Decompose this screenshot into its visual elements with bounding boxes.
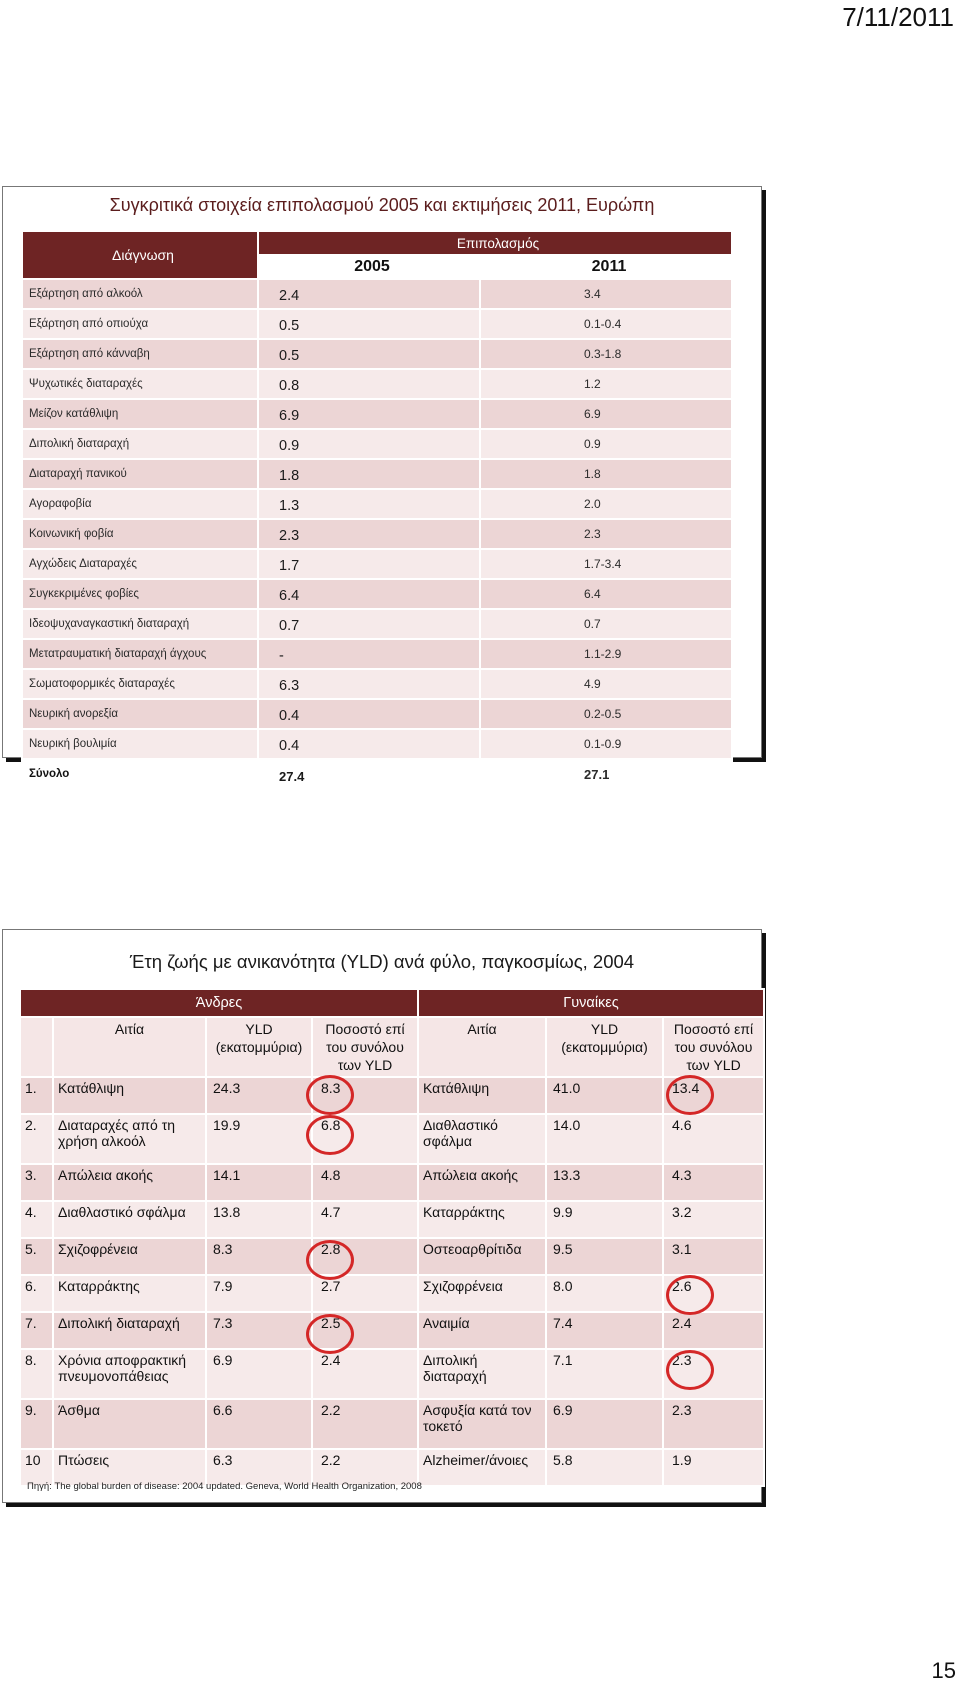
pct-women: 2.4 [663, 1312, 764, 1349]
diagnosis-label: Νευρική ανορεξία [22, 699, 258, 729]
cause-women: Οστεοαρθρίτιδα [418, 1238, 546, 1275]
value-2005: 1.7 [258, 549, 480, 579]
pct-men: 2.2 [312, 1449, 418, 1486]
diagnosis-label: Συγκεκριμένες φοβίες [22, 579, 258, 609]
pct-women: 2.3 [663, 1399, 764, 1449]
cause-women: Απώλεια ακοής [418, 1164, 546, 1201]
rank: 1. [20, 1077, 53, 1114]
value-2011: 6.4 [480, 579, 732, 609]
table-row [22, 279, 732, 309]
pct-men: 8.3 [312, 1077, 418, 1114]
yld-men: 8.3 [206, 1238, 312, 1275]
value-2005: 0.9 [258, 429, 480, 459]
yld-women: 41.0 [546, 1077, 663, 1114]
yld-women: 7.1 [546, 1349, 663, 1399]
pct-men: 2.2 [312, 1399, 418, 1449]
pct-women: 2.6 [663, 1275, 764, 1312]
yld-men: 6.3 [206, 1449, 312, 1486]
value-2005: 0.5 [258, 309, 480, 339]
value-2011: 1.1-2.9 [480, 639, 732, 669]
pct-women: 1.9 [663, 1449, 764, 1486]
cause-women: Διαθλαστικό σφάλμα [418, 1114, 546, 1164]
table-row [20, 1349, 764, 1399]
value-2005: 0.7 [258, 609, 480, 639]
cause-women: Καταρράκτης [418, 1201, 546, 1238]
diagnosis-label: Μείζον κατάθλιψη [22, 399, 258, 429]
cause-women: Διπολική διαταραχή [418, 1349, 546, 1399]
table-row [22, 669, 732, 699]
value-2011: 4.9 [480, 669, 732, 699]
rank: 10 [20, 1449, 53, 1486]
pct-women: 2.3 [663, 1349, 764, 1399]
value-2011: 0.3-1.8 [480, 339, 732, 369]
yld-women: 7.4 [546, 1312, 663, 1349]
diagnosis-label: Ιδεοψυχαναγκαστική διαταραχή [22, 609, 258, 639]
value-2005: - [258, 639, 480, 669]
yld-women: 5.8 [546, 1449, 663, 1486]
pct-men: 4.7 [312, 1201, 418, 1238]
pct-men: 4.8 [312, 1164, 418, 1201]
value-2005: 6.9 [258, 399, 480, 429]
rank: 9. [20, 1399, 53, 1449]
diagnosis-label: Νευρική βουλιμία [22, 729, 258, 759]
value-2005: 0.5 [258, 339, 480, 369]
table-row [22, 309, 732, 339]
column-header-yld-men: YLD (εκατομμύρια) [206, 1017, 312, 1077]
pct-men: 6.8 [312, 1114, 418, 1164]
value-2011: 0.9 [480, 429, 732, 459]
cause-men: Καταρράκτης [53, 1275, 206, 1312]
value-2011: 3.4 [480, 279, 732, 309]
rank: 2. [20, 1114, 53, 1164]
table-row [22, 519, 732, 549]
rank: 8. [20, 1349, 53, 1399]
value-2005: 0.4 [258, 729, 480, 759]
cause-women: Ασφυξία κατά τον τοκετό [418, 1399, 546, 1449]
yld-men: 6.6 [206, 1399, 312, 1449]
value-2011: 2.3 [480, 519, 732, 549]
value-2011: 6.9 [480, 399, 732, 429]
table-row [22, 699, 732, 729]
rank: 3. [20, 1164, 53, 1201]
table-row [22, 459, 732, 489]
total-2005: 27.4 [258, 759, 480, 789]
cause-women: Αναιμία [418, 1312, 546, 1349]
cause-women: Σχιζοφρένεια [418, 1275, 546, 1312]
table-row [20, 1077, 764, 1114]
yld-women: 6.9 [546, 1399, 663, 1449]
column-header-prevalence: Επιπολασμός [258, 231, 732, 255]
diagnosis-label: Αγοραφοβία [22, 489, 258, 519]
total-label: Σύνολο [22, 759, 258, 789]
yld-men: 7.9 [206, 1275, 312, 1312]
slide-prevalence [2, 186, 762, 784]
pct-men: 2.8 [312, 1238, 418, 1275]
value-2011: 1.7-3.4 [480, 549, 732, 579]
pct-women: 4.6 [663, 1114, 764, 1164]
group-header-men: Άνδρες [20, 989, 418, 1017]
yld-men: 14.1 [206, 1164, 312, 1201]
value-2005: 0.8 [258, 369, 480, 399]
header-date: 7/11/2011 [842, 2, 954, 32]
rank: 5. [20, 1238, 53, 1275]
value-2005: 6.3 [258, 669, 480, 699]
diagnosis-label: Διπολική διαταραχή [22, 429, 258, 459]
cause-men: Πτώσεις [53, 1449, 206, 1486]
column-header-cause-women: Αιτία [418, 1017, 546, 1077]
table-row [20, 1399, 764, 1449]
column-header-cause-men: Αιτία [53, 1017, 206, 1077]
table-row [20, 1201, 764, 1238]
cause-men: Κατάθλιψη [53, 1077, 206, 1114]
table-row [20, 1114, 764, 1164]
pct-men: 2.7 [312, 1275, 418, 1312]
value-2005: 6.4 [258, 579, 480, 609]
table-row [20, 1164, 764, 1201]
table-row [20, 1275, 764, 1312]
value-2011: 2.0 [480, 489, 732, 519]
yld-men: 13.8 [206, 1201, 312, 1238]
table-row [22, 339, 732, 369]
column-header-pct-men: Ποσοστό επί του συνόλου των YLD [312, 1017, 418, 1077]
table-row [22, 639, 732, 669]
cause-men: Χρόνια αποφρακτική πνευμονοπάθειας [53, 1349, 206, 1399]
value-2005: 2.4 [258, 279, 480, 309]
pct-women: 4.3 [663, 1164, 764, 1201]
yld-women: 9.9 [546, 1201, 663, 1238]
table-row [20, 1238, 764, 1275]
cause-men: Διπολική διαταραχή [53, 1312, 206, 1349]
total-row [22, 759, 732, 789]
yld-women: 9.5 [546, 1238, 663, 1275]
slide-title: Συγκριτικά στοιχεία επιπολασμού 2005 και εκτιμήσεις 2011, Ευρώπη [109, 195, 655, 215]
diagnosis-label: Κοινωνική φοβία [22, 519, 258, 549]
value-2011: 0.1-0.9 [480, 729, 732, 759]
column-header-2005: 2005 [258, 255, 480, 279]
rank: 6. [20, 1275, 53, 1312]
cause-men: Διαταραχές από τη χρήση αλκοόλ [53, 1114, 206, 1164]
slide-title: Έτη ζωής με ανικανότητα (YLD) ανά φύλο, παγκοσμίως, 2004 [129, 951, 635, 972]
group-header-women: Γυναίκες [418, 989, 764, 1017]
cause-men: Απώλεια ακοής [53, 1164, 206, 1201]
table-row [22, 549, 732, 579]
yld-women: 8.0 [546, 1275, 663, 1312]
pct-women: 3.2 [663, 1201, 764, 1238]
value-2005: 2.3 [258, 519, 480, 549]
rank: 7. [20, 1312, 53, 1349]
diagnosis-label: Εξάρτηση από κάνναβη [22, 339, 258, 369]
cause-men: Διαθλαστικό σφάλμα [53, 1201, 206, 1238]
table-row [22, 489, 732, 519]
yld-men: 19.9 [206, 1114, 312, 1164]
cause-women: Alzheimer/άνοιες [418, 1449, 546, 1486]
cause-women: Κατάθλιψη [418, 1077, 546, 1114]
source-note: Πηγή: The global burden of disease: 2004 updated. Geneva, World Health Organization, 2008 [27, 1481, 422, 1492]
column-header-pct-women: Ποσοστό επί του συνόλου των YLD [663, 1017, 764, 1077]
cause-men: Άσθμα [53, 1399, 206, 1449]
rank: 4. [20, 1201, 53, 1238]
yld-women: 13.3 [546, 1164, 663, 1201]
value-2011: 0.2-0.5 [480, 699, 732, 729]
yld-table [19, 988, 765, 1487]
yld-men: 6.9 [206, 1349, 312, 1399]
page-number: 15 [931, 1658, 956, 1683]
table-row [22, 729, 732, 759]
table-row [20, 1312, 764, 1349]
pct-women: 13.4 [663, 1077, 764, 1114]
pct-women: 3.1 [663, 1238, 764, 1275]
total-2011: 27.1 [480, 759, 732, 789]
column-header-yld-women: YLD (εκατομμύρια) [546, 1017, 663, 1077]
diagnosis-label: Μετατραυματική διαταραχή άγχους [22, 639, 258, 669]
value-2005: 1.3 [258, 489, 480, 519]
diagnosis-label: Εξάρτηση από αλκοόλ [22, 279, 258, 309]
diagnosis-label: Διαταραχή πανικού [22, 459, 258, 489]
prevalence-table [21, 230, 733, 790]
cause-men: Σχιζοφρένεια [53, 1238, 206, 1275]
table-row [22, 429, 732, 459]
column-header-2011: 2011 [480, 255, 732, 279]
pct-men: 2.4 [312, 1349, 418, 1399]
table-row [22, 579, 732, 609]
value-2005: 1.8 [258, 459, 480, 489]
value-2011: 0.7 [480, 609, 732, 639]
column-header-diagnosis: Διάγνωση [22, 231, 258, 279]
diagnosis-label: Ψυχωτικές διαταραχές [22, 369, 258, 399]
table-row [22, 609, 732, 639]
value-2005: 0.4 [258, 699, 480, 729]
pct-men: 2.5 [312, 1312, 418, 1349]
column-header-rank [20, 1017, 53, 1077]
value-2011: 1.8 [480, 459, 732, 489]
diagnosis-label: Σωματοφορμικές διαταραχές [22, 669, 258, 699]
table-row [22, 399, 732, 429]
yld-men: 24.3 [206, 1077, 312, 1114]
yld-women: 14.0 [546, 1114, 663, 1164]
value-2011: 0.1-0.4 [480, 309, 732, 339]
yld-men: 7.3 [206, 1312, 312, 1349]
slide-yld [2, 929, 762, 1503]
diagnosis-label: Αγχώδεις Διαταραχές [22, 549, 258, 579]
table-row [22, 369, 732, 399]
value-2011: 1.2 [480, 369, 732, 399]
diagnosis-label: Εξάρτηση από οπιούχα [22, 309, 258, 339]
